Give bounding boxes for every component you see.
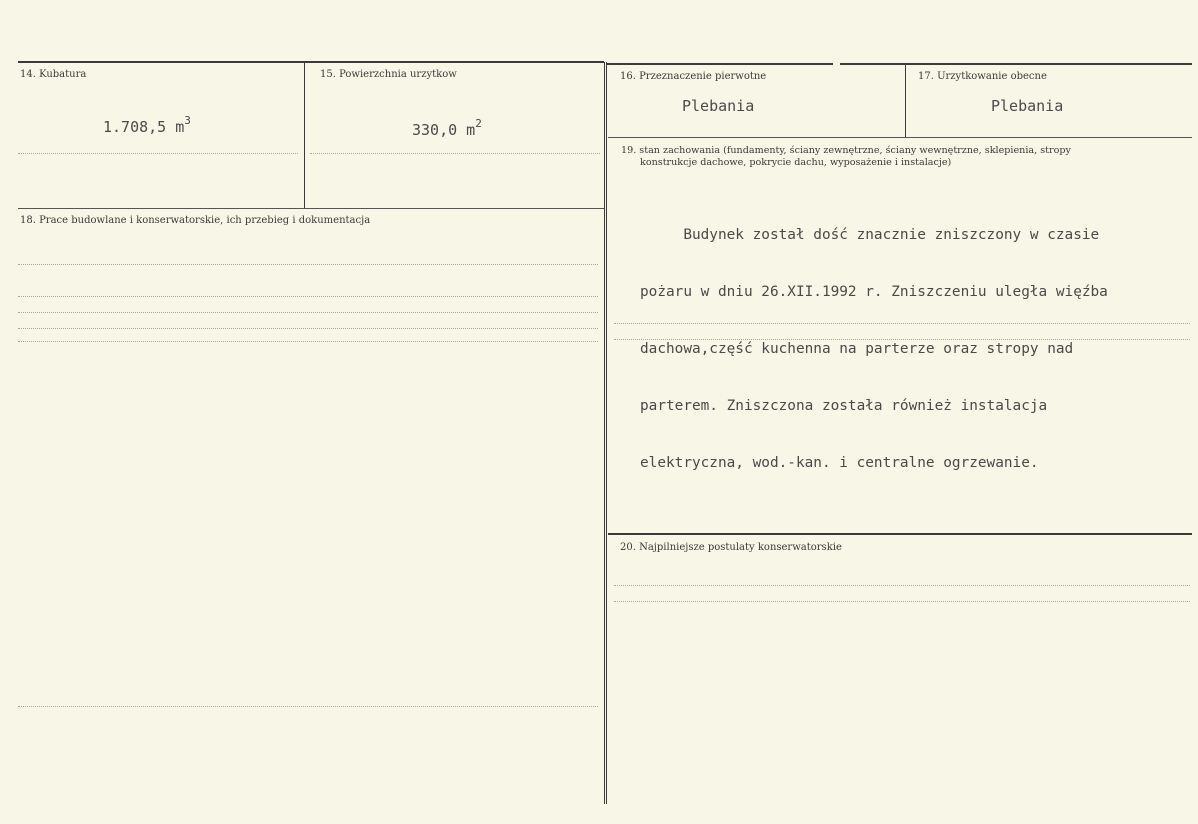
- guide-line: [614, 585, 1190, 586]
- field-15-value: [412, 119, 482, 139]
- field-14-value: [103, 116, 191, 136]
- field-14-label: 14. Kubatura: [20, 69, 87, 80]
- kubatura-exponent: 3: [184, 114, 191, 127]
- guide-line: [18, 312, 598, 313]
- separator-above-18: [18, 208, 604, 209]
- field-16-label: 16. Przeznaczenie pierwotne: [620, 71, 767, 82]
- kubatura-value: 1.708,5 m: [103, 118, 185, 136]
- field-16-value: Plebania: [682, 97, 755, 115]
- guide-line: [18, 341, 598, 342]
- top-border-right: [840, 63, 1192, 65]
- guide-line: [18, 328, 598, 329]
- guide-line: [310, 153, 600, 154]
- text-line: parterem. Zniszczona została również instalacja: [640, 398, 1048, 414]
- divider-16-17: [905, 65, 906, 137]
- field-20-label: 20. Najpilniejsze postulaty konserwatorskie: [620, 542, 842, 553]
- guide-line: [18, 706, 598, 707]
- text-line: dachowa,część kuchenna na parterze oraz stropy nad: [640, 341, 1074, 357]
- field-19-label-line2: konstrukcje dachowe, pokrycie dachu, wyposażenie i instalacje): [640, 157, 952, 168]
- text-line: elektryczna, wod.-kan. i centralne ogrzewanie.: [640, 455, 1039, 471]
- field-18-label: 18. Prace budowlane i konserwatorskie, ich przebieg i dokumentacja: [20, 215, 371, 226]
- field-17-value: Plebania: [991, 97, 1064, 115]
- text-line: pożaru w dniu 26.XII.1992 r. Zniszczeniu uległa więźba: [640, 284, 1108, 300]
- field-19-label-line1: 19. stan zachowania (fundamenty, ściany zewnętrzne, ściany wewnętrzne, sklepienia, stropy: [621, 145, 1071, 156]
- powierzchnia-value: 330,0 m: [412, 121, 476, 139]
- field-17-label: 17. Urzytkowanie obecne: [918, 71, 1047, 82]
- top-border-left: [18, 61, 604, 63]
- separator-above-20: [608, 533, 1192, 535]
- powierzchnia-exponent: 2: [475, 117, 482, 130]
- field-15-label: 15. Powierzchnia urzytkow: [320, 69, 457, 80]
- divider-14-15: [304, 62, 305, 208]
- guide-line: [18, 296, 598, 297]
- top-border-middle: [607, 63, 833, 65]
- text-line: Budynek został dość znacznie zniszczony w czasie: [640, 227, 1100, 243]
- guide-line: [18, 153, 298, 154]
- guide-line: [614, 601, 1190, 602]
- guide-line: [18, 264, 598, 265]
- center-divider: [604, 62, 607, 804]
- field-19-text: [640, 188, 1108, 511]
- separator-above-19: [608, 137, 1192, 138]
